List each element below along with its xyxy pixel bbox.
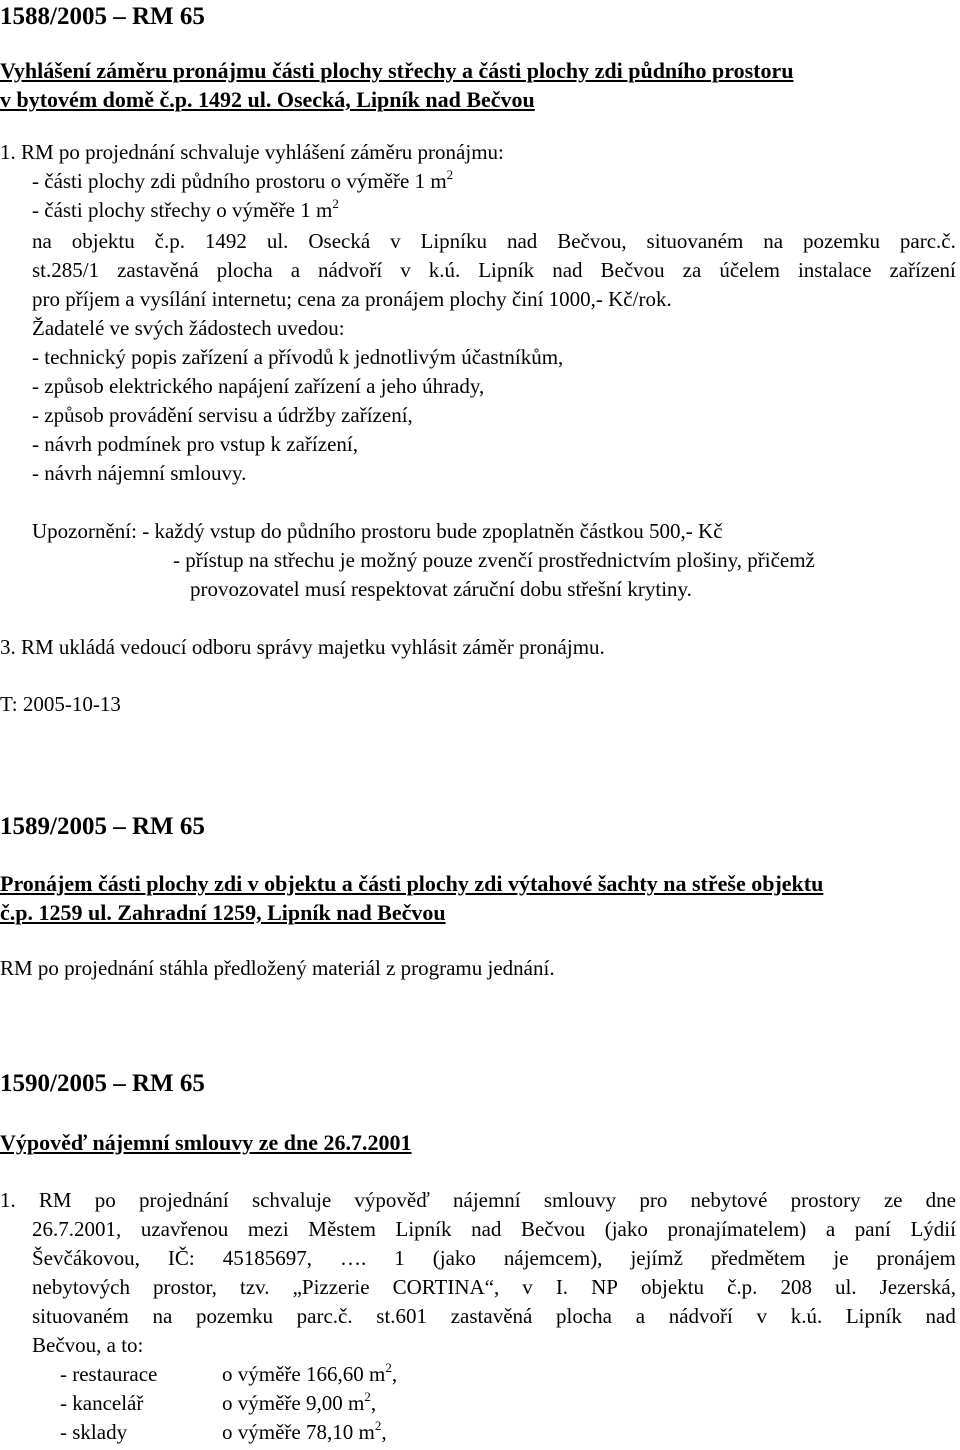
paragraph-line: pro příjem a vysílání internetu; cena za pronájem plochy činí 1000,- Kč/rok. bbox=[32, 287, 672, 311]
area-item-value bbox=[222, 1418, 387, 1447]
resolution-title-line-1: Pronájem části plochy zdi v objektu a části plochy zdi výtahové šachty na střeše objektu bbox=[0, 871, 824, 896]
word: v bbox=[522, 1275, 533, 1299]
word: st.285/1 bbox=[32, 258, 100, 282]
word: k.ú. bbox=[428, 258, 461, 282]
word: objektu bbox=[641, 1275, 705, 1299]
area-value-text: o výměře 78,10 m bbox=[222, 1420, 375, 1444]
resolution-title: Výpověď nájemní smlouvy ze dne 26.7.2001 bbox=[0, 1130, 412, 1155]
word: č.p. bbox=[727, 1275, 758, 1299]
word: 1. bbox=[0, 1188, 16, 1212]
word: dne bbox=[925, 1188, 956, 1212]
word: a bbox=[825, 1217, 836, 1241]
superscript: 2 bbox=[332, 196, 339, 211]
word: zařízení bbox=[889, 258, 956, 282]
punctuation: , bbox=[381, 1420, 387, 1444]
word: nájemcem), bbox=[503, 1246, 603, 1270]
word: nad bbox=[471, 1217, 502, 1241]
word: Bečvou, bbox=[557, 229, 627, 253]
word: účelem bbox=[719, 258, 780, 282]
word: na bbox=[152, 1304, 173, 1328]
word: plocha bbox=[216, 258, 273, 282]
punctuation: , bbox=[370, 1391, 377, 1415]
word: nad bbox=[552, 258, 583, 282]
paragraph-line: 1. RM po projednání schvaluje vyhlášení záměru pronájmu: bbox=[0, 140, 504, 164]
paragraph-line bbox=[32, 1302, 956, 1331]
area-item-value bbox=[222, 1389, 376, 1418]
word: Ševčákovou, bbox=[32, 1246, 140, 1270]
paragraph-line bbox=[32, 1215, 956, 1244]
word: projednání bbox=[138, 1188, 229, 1212]
paragraph-line bbox=[32, 1273, 956, 1302]
word: (jako bbox=[432, 1246, 476, 1270]
list-item bbox=[32, 167, 453, 196]
word: na bbox=[32, 229, 52, 253]
word: pozemku bbox=[196, 1304, 273, 1328]
word: I. bbox=[555, 1275, 569, 1299]
word: je bbox=[833, 1246, 849, 1270]
word: předmětem bbox=[710, 1246, 806, 1270]
word: instalace bbox=[797, 258, 872, 282]
word: výpověď bbox=[354, 1188, 430, 1212]
word: 26.7.2001, bbox=[32, 1217, 122, 1241]
paragraph-line: 3. RM ukládá vedoucí odboru správy majetku vyhlásit záměr pronájmu. bbox=[0, 635, 605, 659]
word: mezi bbox=[247, 1217, 289, 1241]
list-item-text: - části plochy zdi půdního prostoru o výměře 1 m bbox=[32, 169, 447, 193]
superscript: 2 bbox=[364, 1389, 371, 1404]
word: Lýdií bbox=[910, 1217, 956, 1241]
word: 1 bbox=[394, 1246, 405, 1270]
word: (jako bbox=[604, 1217, 648, 1241]
list-item: - návrh podmínek pro vstup k zařízení, bbox=[32, 432, 358, 456]
word: za bbox=[682, 258, 702, 282]
word: 45185697, bbox=[222, 1246, 312, 1270]
word: 208 bbox=[780, 1275, 812, 1299]
word: Jezerská, bbox=[879, 1275, 956, 1299]
word: Bečvou bbox=[600, 258, 665, 282]
word: Bečvou bbox=[520, 1217, 586, 1241]
word: Lipníku bbox=[420, 229, 488, 253]
resolution-title-line-2: č.p. 1259 ul. Zahradní 1259, Lipník nad Bečvou bbox=[0, 900, 446, 925]
word: ul. bbox=[834, 1275, 857, 1299]
word: objektu bbox=[71, 229, 135, 253]
word: Osecká bbox=[308, 229, 371, 253]
paragraph-line bbox=[32, 227, 956, 256]
word: jejímž bbox=[630, 1246, 683, 1270]
word: v bbox=[400, 258, 411, 282]
superscript: 2 bbox=[385, 1360, 392, 1375]
word: smlouvy bbox=[543, 1188, 617, 1212]
word: RM bbox=[38, 1188, 72, 1212]
list-item: - technický popis zařízení a přívodů k jednotlivým účastníkům, bbox=[32, 345, 564, 369]
paragraph-line bbox=[32, 1244, 956, 1273]
area-value-text: o výměře 9,00 m bbox=[222, 1391, 365, 1415]
word: Lipník bbox=[478, 258, 535, 282]
word: v bbox=[390, 229, 401, 253]
word: situovaném bbox=[32, 1304, 129, 1328]
word: zastavěná bbox=[117, 258, 199, 282]
word: po bbox=[94, 1188, 116, 1212]
word: situovaném bbox=[646, 229, 744, 253]
superscript: 2 bbox=[374, 1418, 382, 1433]
paragraph-line: RM po projednání stáhla předložený materiál z programu jednání. bbox=[0, 956, 555, 980]
paragraph-line bbox=[32, 256, 956, 285]
paragraph-line bbox=[0, 1186, 956, 1215]
area-item-name: - kancelář bbox=[60, 1391, 144, 1415]
word: nádvoří bbox=[318, 258, 383, 282]
list-item-text: - části plochy střechy o výměře 1 m bbox=[32, 198, 333, 222]
word: nájemní bbox=[453, 1188, 521, 1212]
word: „Pizzerie bbox=[292, 1275, 370, 1299]
paragraph-line: Žadatelé ve svých žádostech uvedou: bbox=[32, 316, 345, 340]
word: IČ: bbox=[167, 1246, 195, 1270]
word: uzavřenou bbox=[140, 1217, 229, 1241]
word: nebytových bbox=[32, 1275, 130, 1299]
word: paní bbox=[854, 1217, 891, 1241]
punctuation: , bbox=[391, 1362, 398, 1386]
word: tzv. bbox=[239, 1275, 270, 1299]
word: k.ú. bbox=[790, 1304, 823, 1328]
word: prostor, bbox=[153, 1275, 217, 1299]
word: na bbox=[763, 229, 784, 253]
word: 1492 bbox=[204, 229, 247, 253]
word: pronajímatelem) bbox=[667, 1217, 807, 1241]
word: nebytové bbox=[690, 1188, 768, 1212]
word: a bbox=[290, 258, 301, 282]
list-item: - způsob elektrického napájení zařízení a jeho úhrady, bbox=[32, 374, 485, 398]
paragraph-line: Bečvou, a to: bbox=[32, 1333, 144, 1357]
resolution-title-line-1: Vyhlášení záměru pronájmu části plochy střechy a části plochy zdi půdního prostoru bbox=[0, 58, 794, 83]
resolution-heading-1590: 1590/2005 – RM 65 bbox=[0, 1070, 205, 1097]
word: nad bbox=[506, 229, 538, 253]
notice-line: provozovatel musí respektovat záruční dobu střešní krytiny. bbox=[190, 577, 692, 601]
word: plocha bbox=[556, 1304, 613, 1328]
word: a bbox=[635, 1304, 646, 1328]
word: zastavěná bbox=[450, 1304, 533, 1328]
resolution-title-line-2: v bytovém domě č.p. 1492 ul. Osecká, Lipník nad Bečvou bbox=[0, 87, 535, 112]
resolution-heading-1589: 1589/2005 – RM 65 bbox=[0, 813, 205, 840]
deadline: T: 2005-10-13 bbox=[0, 692, 121, 716]
word: st.601 bbox=[376, 1304, 428, 1328]
list-item: - způsob provádění servisu a údržby zařízení, bbox=[32, 403, 413, 427]
word: Lipník bbox=[395, 1217, 452, 1241]
area-item-value bbox=[222, 1360, 397, 1389]
word: prostory bbox=[790, 1188, 861, 1212]
word: pronájem bbox=[876, 1246, 956, 1270]
word: parc.č. bbox=[899, 229, 956, 253]
word: nad bbox=[925, 1304, 956, 1328]
word: schvaluje bbox=[251, 1188, 332, 1212]
notice-line: - přístup na střechu je možný pouze zvenčí prostřednictvím plošiny, přičemž bbox=[173, 548, 815, 572]
word: CORTINA“, bbox=[392, 1275, 500, 1299]
word: …. bbox=[340, 1246, 367, 1270]
resolution-heading-1588: 1588/2005 – RM 65 bbox=[0, 3, 205, 30]
word: Městem bbox=[308, 1217, 376, 1241]
list-item bbox=[32, 196, 339, 225]
word: parc.č. bbox=[296, 1304, 353, 1328]
word: v bbox=[756, 1304, 768, 1328]
notice-line: Upozornění: - každý vstup do půdního prostoru bude zpoplatněn částkou 500,- Kč bbox=[32, 519, 723, 543]
area-item-name: - sklady bbox=[60, 1420, 128, 1444]
area-value-text: o výměře 166,60 m bbox=[222, 1362, 386, 1386]
word: nádvoří bbox=[668, 1304, 733, 1328]
word: ul. bbox=[266, 229, 289, 253]
word: Lipník bbox=[845, 1304, 902, 1328]
word: NP bbox=[591, 1275, 618, 1299]
superscript: 2 bbox=[446, 167, 454, 182]
list-item: - návrh nájemní smlouvy. bbox=[32, 461, 247, 485]
word: ze bbox=[883, 1188, 903, 1212]
word: č.p. bbox=[154, 229, 185, 253]
word: pozemku bbox=[803, 229, 880, 253]
word: pro bbox=[639, 1188, 668, 1212]
area-item-name: - restaurace bbox=[60, 1362, 158, 1386]
